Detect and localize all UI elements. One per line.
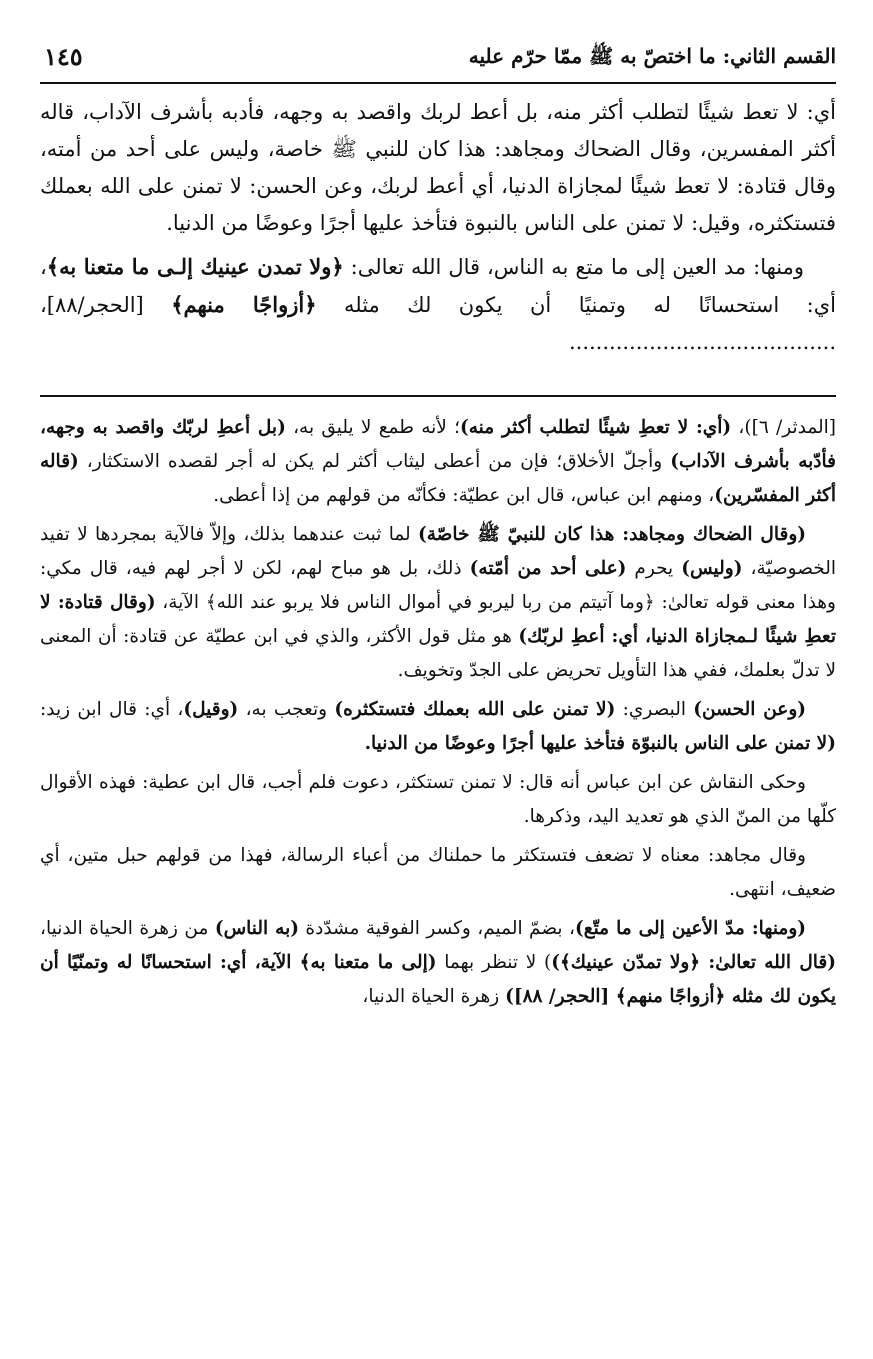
text-run: أي: لا تعط شيئًا لتطلب أكثر منه، بل أعط لربك واقصد به وجهه، فأدبه بأشرف الآداب، قاله أكثر المفسرين، وقال الضحاك ومجاهد: هذا كان للنبي ﷺ خاصة، وليس على أحد من أمته، وقال قتادة: لا تعط شيئًا لمجازاة الدنيا، أي أعط لربك، وعن الحسن: لا تمنن على الله بعملك فتستكثره، وقيل: لا تمنن على الناس بالنبوة فتأخذ عليها أجرًا وعوضًا من الدنيا.	[40, 100, 836, 235]
bold-text-run: (قال الله تعالىٰ: ﴿ولا تمدّن عينيك﴾)	[551, 952, 837, 973]
text-run: يحرم	[626, 558, 682, 579]
text-run: ، ومنهم ابن عباس، قال ابن عطيّة: فكأنّه من قولهم من إذا أعطى.	[213, 485, 715, 506]
text-run: ) لا تنظر بهما	[436, 952, 552, 973]
bold-text-run: (لا تمنن على الناس بالنبوّة فتأخذ عليها أجرًا وعوضًا من الدنيا.	[364, 733, 836, 754]
paragraph	[40, 693, 836, 761]
paragraph	[40, 411, 836, 513]
bold-text-run: (قاله أكثر المفسّرين)	[40, 451, 836, 506]
bold-text-run: (وقيل)	[183, 699, 239, 720]
bold-text-run: (وليس)	[681, 558, 743, 579]
paragraph	[40, 518, 836, 688]
footnote-separator	[40, 395, 836, 397]
bold-text-run: (أي: لا تعطِ شيئًا لتطلب أكثر منه)	[460, 417, 732, 438]
text-run: البصري:	[615, 699, 694, 720]
text-run: ؛ لأنه طمع لا يليق به،	[285, 417, 460, 438]
text-run: ، بضمّ الميم، وكسر الفوقية مشدّدة	[298, 918, 575, 939]
page-number: ١٤٥	[44, 42, 83, 71]
bold-text-run: (وقال الضحاك ومجاهد: هذا كان للنبيّ ﷺ خاصّة)	[418, 524, 807, 545]
bold-text-run: ﴿ولا تمدن عينيك إلـى ما متعنا به﴾	[46, 254, 344, 279]
bold-text-run: (ومنها: مدّ الأعين إلى ما متّع)	[574, 918, 807, 939]
text-run: لما ثبت عندهما بذلك، وإلاّ فالآية بمجردها لا تفيد الخصوصيّة،	[40, 524, 836, 579]
text-run: وقال مجاهد: معناه لا تضعف فتستكثر ما حملناك من أعباء الرسالة، فهذا من قولهم حبل متين، أي ضعيف، انتهى.	[40, 845, 836, 900]
text-run: وأجلّ الأخلاق؛ فإن من أعطى ليثاب أكثر لم يكن له أجر لقصده الاستكثار،	[78, 451, 671, 472]
bold-text-run: (وقال قتادة: لا تعطِ شيئًا لـمجازاة الدنيا، أي: أعطِ لربّك)	[40, 592, 836, 647]
paragraph	[40, 839, 836, 907]
text-run: وتعجب به،	[238, 699, 335, 720]
paragraph	[40, 248, 836, 361]
text-run: [الحجر/٨٨]،	[40, 293, 172, 317]
commentary-text	[40, 411, 836, 1014]
bold-text-run: (بل أعطِ لربّك واقصد به وجهه، فأدّبه بأشرف الآداب)	[40, 417, 837, 472]
bold-text-run: ﴿أزواجًا منهم﴾	[171, 292, 317, 317]
text-run: ومنها: مد العين إلى ما متع به الناس، قال الله تعالى:	[343, 255, 804, 279]
text-run: ذلك، بل هو مباح لهم، لكن لا أجر لهم فيه، قال مكي: وهذا معنى قوله تعالىٰ: ﴿وما آتيتم من ربا ليربو في أموال الناس فلا يربو عند الله﴾ الآية،	[40, 558, 836, 613]
bold-text-run: (إلى ما متعنا به﴾ الآية، أي: استحسانًا له وتمنّيًا أن يكون لك مثله ﴿أزواجًا منهم﴾ [الحجر/ ٨٨])	[40, 952, 836, 1007]
paragraph	[40, 766, 836, 834]
continuation-dots: ........................................	[568, 330, 836, 354]
page-header	[40, 38, 836, 84]
text-run: وحكى النقاش عن ابن عباس أنه قال: لا تمنن تستكثر، دعوت فلم أجب، قال ابن عطية: فهذه الأقوال كلّها من المنّ الذي هو تعديد اليد، وذكرها.	[40, 772, 836, 827]
bold-text-run: (به الناس)	[214, 918, 299, 939]
text-run: زهرة الحياة الدنيا،	[362, 986, 506, 1007]
paragraph	[40, 94, 836, 242]
text-run: ، أي: استحسانًا له وتمنيًا أن يكون لك مثله	[40, 255, 837, 317]
bold-text-run: (وعن الحسن)	[693, 699, 807, 720]
book-page	[40, 38, 836, 1019]
bold-text-run: (لا تمنن على الله بعملك فتستكثره)	[334, 699, 616, 720]
text-run: هو مثل قول الأكثر، والذي في ابن عطيّة عن قتادة: أن المعنى لا تدلّ بعلمك، ففي هذا التأويل تحريض على الجدّ وتخويف.	[40, 626, 836, 681]
text-run: ، أي: قال ابن زيد:	[40, 699, 184, 720]
main-text	[40, 94, 836, 361]
text-run: من زهرة الحياة الدنيا،	[40, 918, 215, 939]
bold-text-run: (على أحد من أمّته)	[469, 558, 627, 579]
running-head-title: القسم الثاني: ما اختصّ به ﷺ ممّا حرّم عليه	[468, 44, 836, 68]
paragraph	[40, 912, 836, 1014]
text-run: [المدثر/ ٦])،	[731, 417, 837, 438]
